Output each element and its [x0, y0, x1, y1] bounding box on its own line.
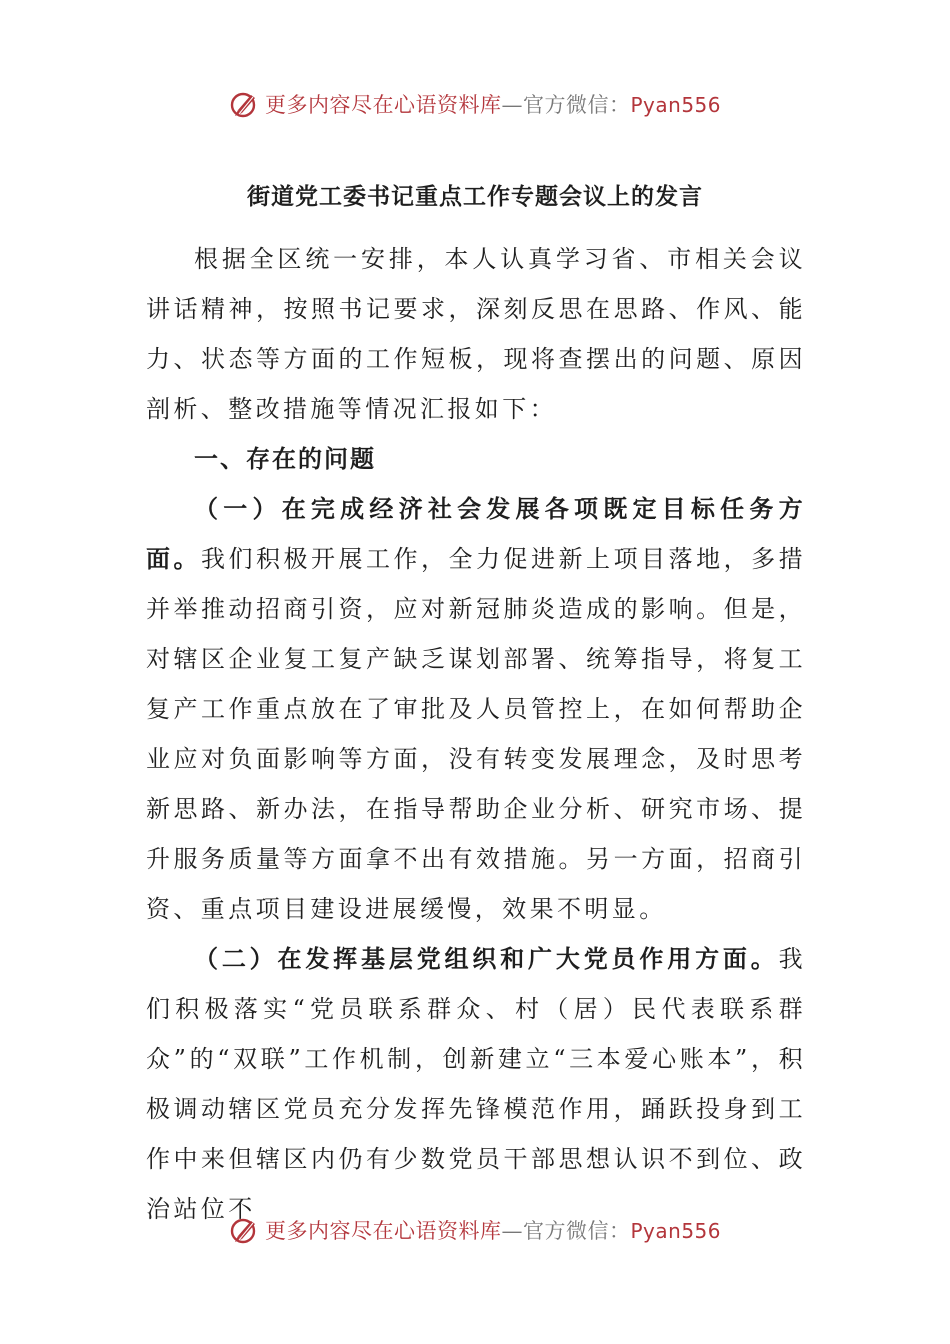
watermark-part1: 更多内容尽在心语资料库 [264, 93, 502, 117]
document-title: 街道党工委书记重点工作专题会议上的发言 [247, 183, 703, 210]
watermark-banner-top [0, 84, 950, 124]
intro-paragraph: 根据全区统一安排，本人认真学习省、市相关会议讲话精神，按照书记要求，深刻反思在思路、作风、能力、状态等方面的工作短板，现将查摆出的问题、原因剖析、整改措施等情况汇报如下： [146, 245, 806, 423]
watermark-part1: 更多内容尽在心语资料库 [264, 1219, 502, 1243]
watermark-text [265, 89, 721, 119]
watermark-part3: Pyan556 [630, 1219, 721, 1243]
item1-paragraph [146, 484, 806, 934]
pen-nib-circle-logo-icon [229, 1214, 261, 1246]
watermark-banner-bottom [0, 1210, 950, 1250]
item1-lead: （一）在完成经济社会发展各项既定目标任务方面。 [146, 494, 806, 573]
item1-body: 我们积极开展工作，全力促进新上项目落地，多措并举推动招商引资，应对新冠肺炎造成的影响。但是，对辖区企业复工复产缺乏谋划部署、统筹指导，将复工复产工作重点放在了审批及人员管控上，在如何帮助企业应对负面影响等方面，没有转变发展理念，及时思考新思路、新办法，在指导帮助企业分析、研究市场、提升服务质量等方面拿不出有效措施。另一方面，招商引资、重点项目建设进展缓慢，效果不明显。 [146, 545, 806, 923]
watermark-part3: Pyan556 [630, 93, 721, 117]
item2-body: 我们积极落实“党员联系群众、村（居）民代表联系群众”的“双联”工作机制，创新建立“三本爱心账本”，积极调动辖区党员充分发挥先锋模范作用，踊跃投身到工作中来但辖区内仍有少数党员干部思想认识不到位、政治站位不 [146, 945, 806, 1223]
watermark-part2: —官方微信： [501, 1219, 631, 1243]
section-heading: 一、存在的问题 [194, 444, 376, 473]
item2-paragraph [146, 934, 806, 1234]
document-body [146, 234, 806, 1234]
watermark-part2: —官方微信： [501, 93, 631, 117]
watermark-text [265, 1215, 721, 1245]
item2-lead: （二）在发挥基层党组织和广大党员作用方面。 [194, 944, 779, 973]
pen-nib-circle-logo-icon [229, 88, 261, 120]
